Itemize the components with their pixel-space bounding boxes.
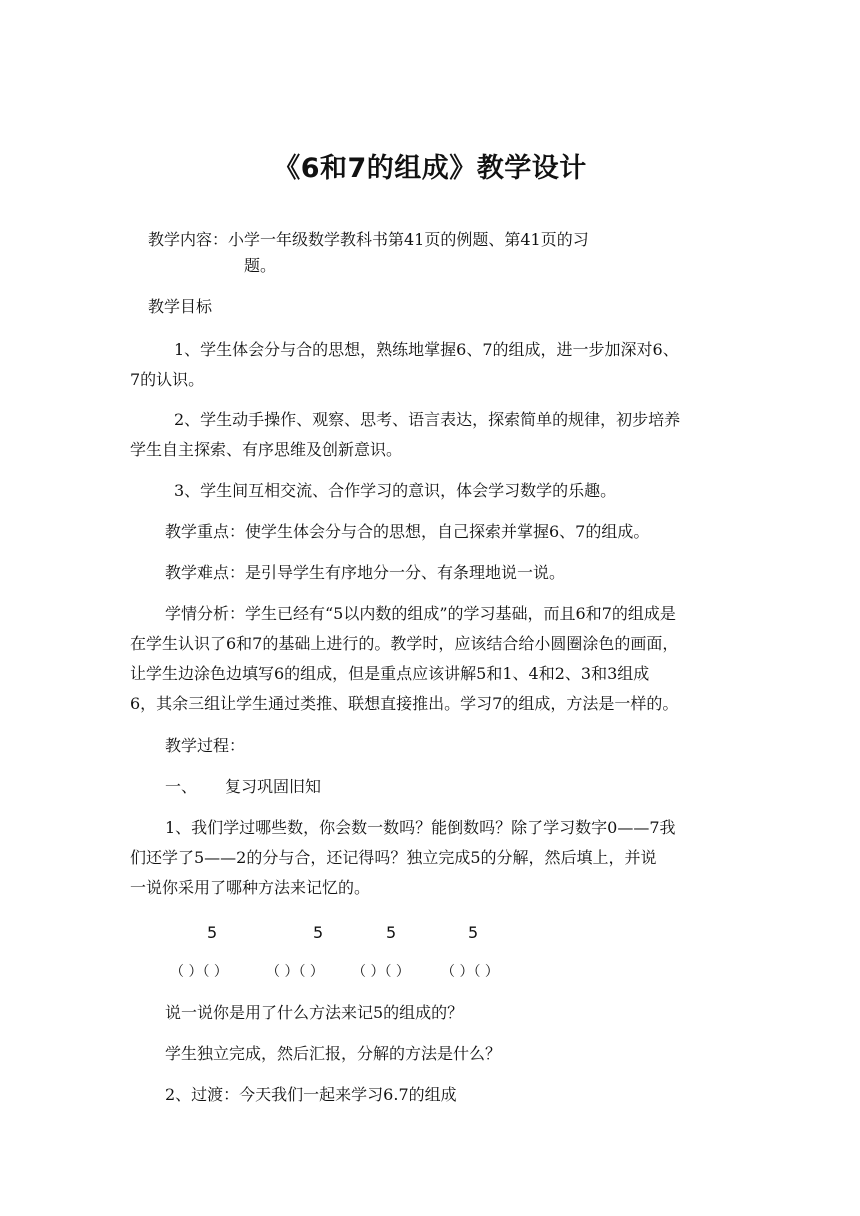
decomposition-number-1: 5 (207, 923, 218, 942)
decomposition-number-3: 5 (386, 923, 397, 942)
process-heading: 教学过程： (165, 736, 246, 755)
item-1-line-3: 一说你采用了哪种方法来记忆的。 (130, 878, 371, 897)
key-point: 教学重点：使学生体会分与合的思想，自己探索并掌握6、7的组成。 (165, 522, 650, 541)
objective-1-line-1: 1、学生体会分与合的思想，熟练地掌握6、7的组成，进一步加深对6、 (174, 340, 679, 359)
decomposition-blanks-1: （ ）（ ） (170, 964, 228, 980)
decomposition-number-4: 5 (468, 923, 479, 942)
section-1-title: 复习巩固旧知 (225, 777, 322, 796)
objectives-heading: 教学目标 (148, 297, 213, 316)
analysis-line-2: 在学生认识了6和7的基础上进行的。教学时，应该结合给小圆圈涂色的画面， (130, 634, 679, 653)
document-title: 《6和7的组成》教学设计 (273, 153, 587, 184)
item-1-line-1: 1、我们学过哪些数，你会数一数吗？能倒数吗？除了学习数字0——7我 (165, 818, 676, 837)
analysis-line-3: 让学生边涂色边填写6的组成，但是重点应该讲解5和1、4和2、3和3组成 (130, 664, 650, 683)
section-1-number: 一、 (165, 777, 198, 796)
item-1-line-2: 们还学了5——2的分与合，还记得吗？独立完成5的分解，然后填上，并说 (130, 848, 657, 867)
teaching-content-line-2: 题。 (244, 256, 277, 275)
question-2: 学生独立完成，然后汇报，分解的方法是什么？ (165, 1044, 502, 1063)
analysis-line-1: 学情分析：学生已经有“5以内数的组成”的学习基础，而且6和7的组成是 (165, 604, 676, 623)
analysis-line-4: 6，其余三组让学生通过类推、联想直接推出。学习7的组成，方法是一样的。 (130, 694, 679, 713)
decomposition-blanks-4: （ ）（ ） (441, 964, 499, 980)
decomposition-blanks-2: （ ）（ ） (266, 964, 324, 980)
objective-3-line-1: 3、学生间互相交流、合作学习的意识，体会学习数学的乐趣。 (174, 481, 617, 500)
decomposition-blanks-3: （ ）（ ） (352, 964, 410, 980)
difficulty: 教学难点：是引导学生有序地分一分、有条理地说一说。 (165, 563, 566, 582)
objective-2-line-1: 2、学生动手操作、观察、思考、语言表达，探索简单的规律，初步培养 (174, 410, 681, 429)
objective-2-line-2: 学生自主探索、有序思维及创新意识。 (130, 440, 403, 459)
question-1: 说一说你是用了什么方法来记5的组成的？ (165, 1003, 464, 1022)
item-2: 2、过渡：今天我们一起来学习6.7的组成 (165, 1085, 457, 1104)
objective-1-line-2: 7的认识。 (130, 370, 205, 389)
decomposition-number-2: 5 (313, 923, 324, 942)
teaching-content-line-1: 教学内容：小学一年级数学教科书第41页的例题、第41页的习 (148, 230, 589, 249)
